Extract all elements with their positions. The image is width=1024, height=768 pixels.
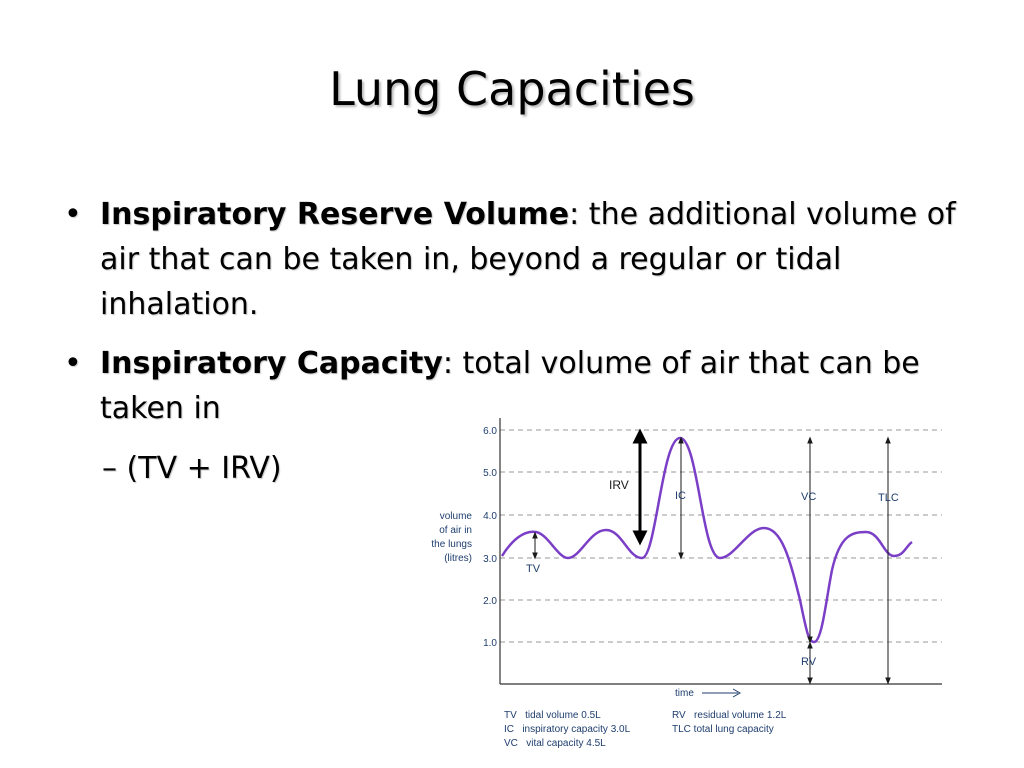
label-tlc: TLC <box>878 492 899 504</box>
y-axis-label-line: of air in <box>439 525 472 536</box>
legend-item: TV tidal volume 0.5L <box>504 710 601 721</box>
y-tick-label: 4.0 <box>483 511 497 522</box>
term-colon: : <box>569 197 580 232</box>
time-axis-label: time <box>675 688 694 699</box>
y-tick-label: 1.0 <box>483 638 497 649</box>
slide-title: Lung Capacities <box>329 62 695 116</box>
bullet-marker: • <box>64 197 82 232</box>
y-tick-label: 5.0 <box>483 468 497 479</box>
term-ic: Inspiratory Capacity <box>100 346 443 381</box>
label-irv: IRV <box>609 478 629 492</box>
definition-ic: total volume of air that can be taken in <box>100 346 920 426</box>
label-rv: RV <box>801 656 817 668</box>
y-axis-label-line: (litres) <box>444 553 472 564</box>
y-tick-label: 3.0 <box>483 554 497 565</box>
legend-item: RV residual volume 1.2L <box>672 710 787 721</box>
definition-irv: the additional volume of air that can be taken in, beyond a regular or tidal inhalation. <box>100 197 956 322</box>
y-axis-label-line: the lungs <box>431 539 472 550</box>
legend-item: VC vital capacity 4.5L <box>504 738 606 749</box>
label-tv: TV <box>526 563 541 575</box>
label-vc: VC <box>801 491 817 503</box>
bullet-marker: • <box>64 346 82 381</box>
legend-item: TLC total lung capacity <box>672 724 774 735</box>
legend <box>504 710 787 749</box>
y-tick-label: 2.0 <box>483 596 497 607</box>
y-tick-label: 6.0 <box>483 426 497 437</box>
label-ic: IC <box>675 490 686 502</box>
lung-volume-curve <box>502 438 912 642</box>
y-axis-label-line: volume <box>439 511 472 522</box>
term-irv: Inspiratory Reserve Volume <box>100 197 570 232</box>
legend-item: IC inspiratory capacity 3.0L <box>504 724 631 735</box>
sub-bullet-formula: – (TV + IRV) <box>102 451 282 486</box>
term-colon: : <box>442 346 453 381</box>
